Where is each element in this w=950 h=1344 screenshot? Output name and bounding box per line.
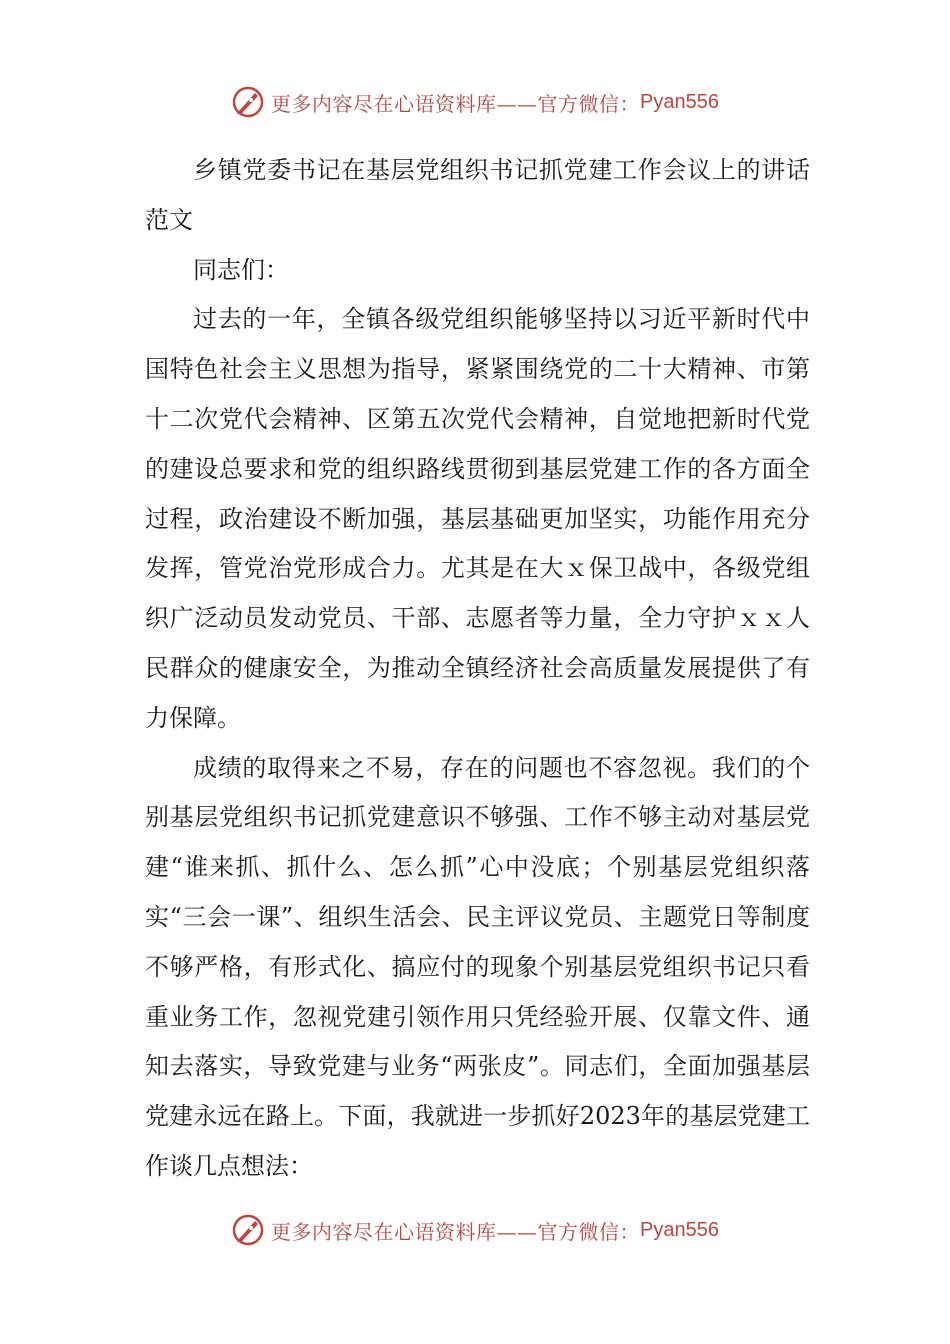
pen-quill-logo-icon: [231, 1213, 265, 1247]
salutation: 同志们：: [193, 255, 289, 284]
watermark-banner-top: [0, 82, 950, 122]
watermark-site-text: 更多内容尽在心语资料库——官方微信：: [271, 1219, 641, 1244]
watermark-wechat-id: Pyan556: [640, 90, 719, 113]
paragraph-2: 成绩的取得来之不易，存在的问题也不容忽视。我们的个别基层党组织书记抓党建意识不够强、工作不够主动对基层党建“谁来抓、抓什么、怎么抓”心中没底；个别基层党组织落实“三会一课”、组织生活会、民主评议党员、主题党日等制度不够严格，有形式化、搞应付的现象个别基层党组织书记只看重业务工作，忽视党建引领作用只凭经验开展、仅靠文件、通知去落实，导致党建与业务“两张皮”。同志们，全面加强基层党建永远在路上。下面，我就进一步抓好2023年的基层党建工作谈几点想法：: [145, 753, 810, 1180]
watermark-wechat-id: Pyan556: [640, 1218, 719, 1241]
watermark-site-text: 更多内容尽在心语资料库——官方微信：: [271, 91, 641, 116]
watermark-banner-bottom: [0, 1210, 950, 1250]
document-body: [145, 146, 810, 1192]
pen-quill-logo-icon: [231, 85, 265, 119]
paragraph-1: 过去的一年，全镇各级党组织能够坚持以习近平新时代中国特色社会主义思想为指导，紧紧围绕党的二十大精神、市第十二次党代会精神、区第五次党代会精神，自觉地把新时代党的建设总要求和党的组织路线贯彻到基层党建工作的各方面全过程，政治建设不断加强，基层基础更加坚实，功能作用充分发挥，管党治党形成合力。尤其是在大ｘ保卫战中，各级党组织广泛动员发动党员、干部、志愿者等力量，全力守护ｘｘ人民群众的健康安全，为推动全镇经济社会高质量发展提供了有力保障。: [145, 305, 810, 732]
document-title: 乡镇党委书记在基层党组织书记抓党建工作会议上的讲话范文: [145, 156, 810, 234]
